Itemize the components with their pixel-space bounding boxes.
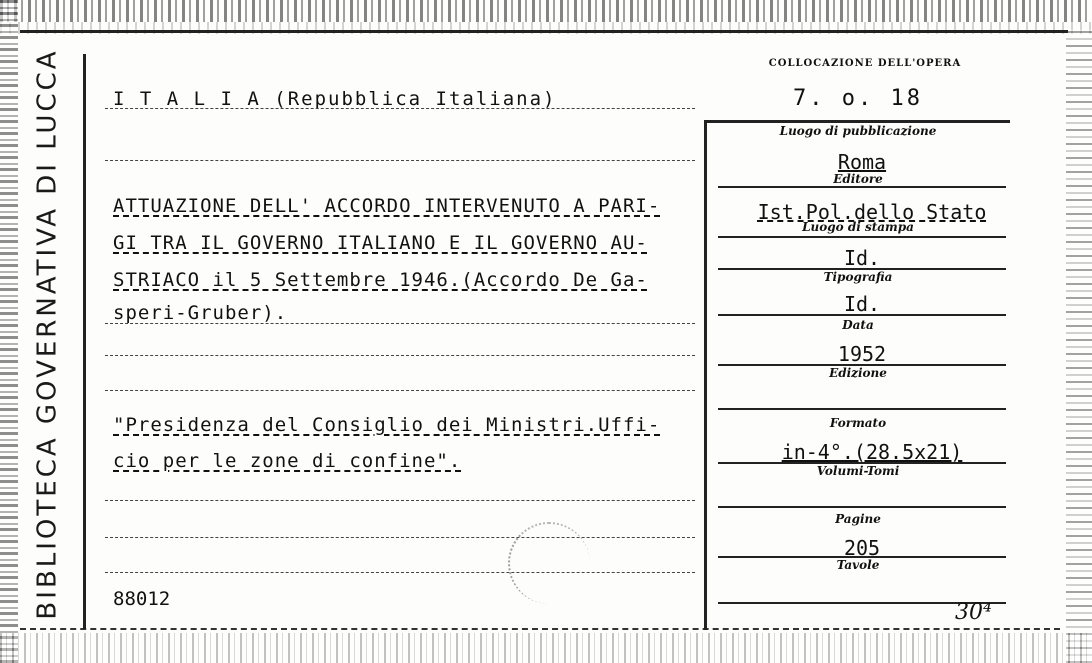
field-rule: [718, 236, 1006, 238]
value-pagine: 205: [843, 536, 881, 560]
label-volumi-tomi: Volumi-Tomi: [816, 464, 900, 478]
value-formato: in-4°.(28.5x21): [781, 440, 963, 464]
title-line-3: STRIACO il 5 Settembre 1946.(Accordo De Ga-: [113, 269, 648, 291]
value-tipografia: Id.: [843, 292, 881, 316]
field-rule: [718, 506, 1006, 508]
handwritten-signature: 30⁴: [955, 600, 992, 625]
scan-edge-left: [0, 0, 18, 663]
collocation-title: COLLOCAZIONE DELL'OPERA: [768, 58, 962, 69]
value-data: 1952: [837, 342, 887, 366]
ruled-line: [105, 160, 695, 161]
margin-rule: [83, 54, 86, 629]
label-formato: Formato: [829, 416, 887, 430]
author-heading: I T A L I A (Repubblica Italiana): [113, 88, 557, 110]
value-editore: Ist.Pol.dello Stato: [757, 200, 987, 224]
card-top-border: [20, 30, 1068, 33]
ruled-line: [105, 355, 695, 356]
ruled-line: [105, 537, 695, 538]
title-line-4: speri-Gruber).: [113, 302, 288, 324]
library-stamp: [28, 44, 68, 624]
label-tipografia: Tipografia: [823, 270, 893, 284]
value-luogo-stampa: Id.: [843, 246, 881, 270]
ruled-line: [105, 572, 695, 573]
label-luogo-stampa: Luogo di stampa: [802, 220, 914, 234]
title-line-2: GI TRA IL GOVERNO ITALIANO E IL GOVERNO AU-: [113, 232, 648, 254]
field-rule: [718, 556, 1006, 558]
scan-edge-right: [1066, 30, 1092, 663]
label-tavole: Tavole: [836, 558, 880, 572]
scan-edge-bottom: [0, 633, 1092, 663]
inventory-number: 88012: [113, 588, 171, 610]
field-rule: [718, 314, 1006, 316]
field-rule: [718, 408, 1006, 410]
ruled-line: [105, 390, 695, 391]
card-bottom-border: [20, 628, 1060, 630]
fields-column-rule: [704, 120, 707, 630]
ruled-line: [105, 108, 695, 109]
title-line-1: ATTUAZIONE DELL' ACCORDO INTERVENUTO A PARI-: [113, 195, 661, 217]
collocation-value: 7. o. 18: [793, 86, 923, 111]
publisher-line-1: "Presidenza del Consiglio dei Ministri.Uffi-: [113, 414, 661, 436]
label-edizione: Edizione: [829, 366, 887, 380]
label-pagine: Pagine: [835, 512, 881, 526]
field-rule: [718, 186, 1006, 188]
paper-stain: [508, 522, 590, 604]
ruled-line: [105, 323, 695, 324]
label-luogo-pubblicazione: Luogo di pubblicazione: [779, 124, 937, 138]
fields-box-top: [704, 120, 1010, 123]
value-luogo-pubblicazione: Roma: [837, 150, 887, 174]
label-data: Data: [842, 318, 874, 332]
ruled-line: [105, 500, 695, 501]
label-editore: Editore: [833, 172, 883, 186]
publisher-line-2: cio per le zone di confine".: [113, 450, 462, 472]
scan-edge-top: [0, 0, 1092, 22]
library-stamp-text: BIBLIOTECA GOVERNATIVA DI LUCCA: [33, 48, 63, 620]
